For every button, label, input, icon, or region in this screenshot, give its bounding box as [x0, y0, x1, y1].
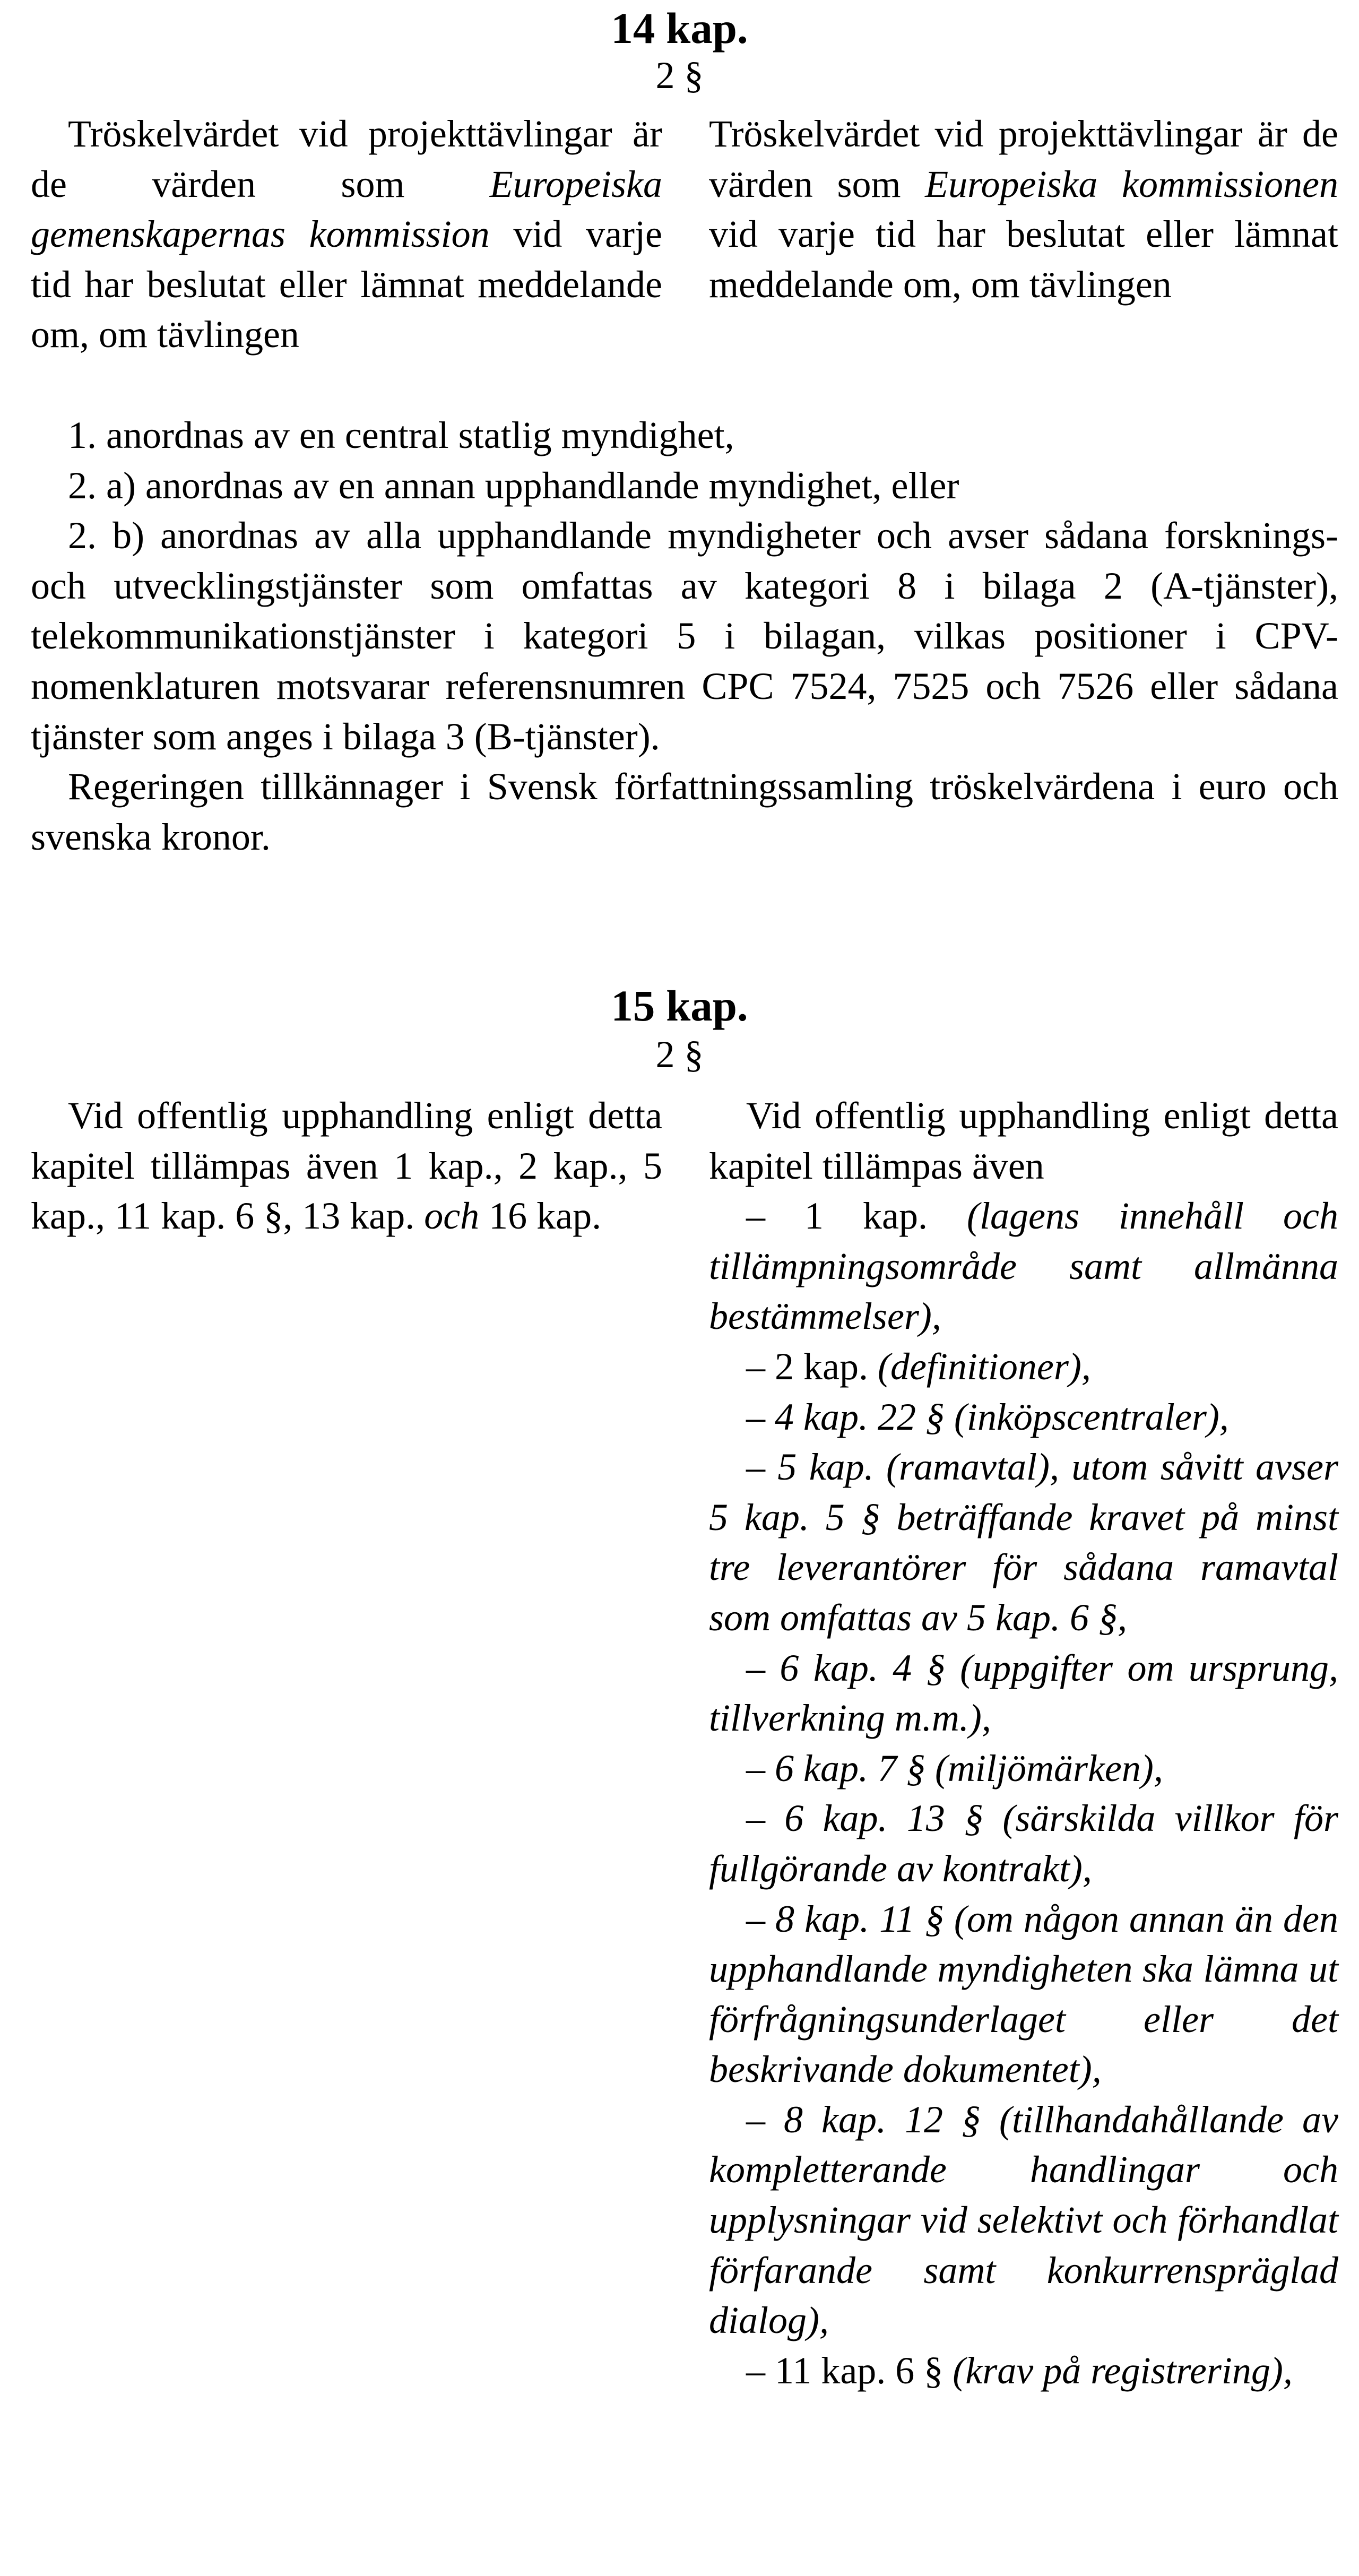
ch15-item-10-lead: – 11 kap. 6 § — [746, 2349, 953, 2392]
ch15-right-intro: Vid offentlig upphandling enligt detta kapitel tillämpas även — [709, 1094, 1338, 1187]
ch15-item-6-rest: – 6 kap. 7 § (miljömärken), — [746, 1747, 1163, 1790]
ch15-left-column — [31, 1091, 662, 1241]
ch14-right-column — [709, 109, 1338, 309]
ch15-item-10-rest: (krav på registrering), — [953, 2349, 1293, 2392]
chapter-14-heading: 14 kap. — [611, 4, 748, 53]
ch15-item-2-lead: – 2 kap. — [746, 1345, 878, 1388]
ch14-item-2b: 2. b) anordnas av alla upphandlande myndigheter och avser sådana forsknings- och utvecklingstjänster som omfattas av kategori 8 i bilaga 2 (A-tjänster), telekommunikationstjänster i kategori 5 i bilagan, vilkas positioner i CPV-nomenklaturen motsvarar referensnumren CPC 7524, 7525 och 7526 eller sådana tjänster som anges i bilaga 3 (B-tjänster). — [31, 514, 1338, 758]
ch15-right-item-8 — [709, 1894, 1338, 2095]
ch15-right-item-4 — [709, 1442, 1338, 1643]
ch14-left-text-italic: Europeiska gemenskapernas kommission — [31, 162, 662, 256]
ch15-right-column — [709, 1091, 1338, 2396]
ch15-right-item-6 — [709, 1743, 1338, 1794]
ch15-item-9-rest: – 8 kap. 12 § (tillhandahållande av kompletterande handlingar och upplysningar vid selektivt och förhandlat förfarande samt konkurrenspräglad dialog), — [709, 2098, 1338, 2342]
ch15-right-item-3 — [709, 1392, 1338, 1442]
chapter-15-heading: 15 kap. — [611, 981, 748, 1030]
ch14-right-text-c: vid varje tid har beslutat eller lämnat meddelande om, om tävlingen — [709, 213, 1338, 306]
ch14-item-2a: 2. a) anordnas av en annan upphandlande myndighet, eller — [68, 464, 959, 507]
ch15-right-item-10 — [709, 2346, 1338, 2396]
ch14-right-text-italic: Europeiska kommissionen — [925, 162, 1338, 205]
ch15-item-3-rest: – 4 kap. 22 § (inköpscentraler), — [746, 1395, 1229, 1438]
ch15-right-item-9 — [709, 2095, 1338, 2346]
ch14-right-text-a: Tröskelvärdet vid projekttävlingar är de värden som — [709, 113, 1338, 205]
ch14-left-column — [31, 109, 662, 360]
ch15-item-5-rest: – 6 kap. 4 § (uppgifter om ursprung, tillverkning m.m.), — [709, 1646, 1338, 1740]
ch15-item-7-rest: – 6 kap. 13 § (särskilda villkor för fullgörande av kontrakt), — [709, 1797, 1338, 1890]
ch14-common-text — [31, 410, 1338, 862]
ch14-left-text-c: vid varje tid har beslutat eller lämnat meddelande om, om tävlingen — [31, 213, 662, 356]
ch14-right-paragraph — [709, 109, 1338, 309]
ch15-left-text-c: 16 kap. — [479, 1195, 602, 1238]
ch14-left-paragraph — [31, 109, 662, 360]
ch15-left-paragraph — [31, 1091, 662, 1241]
chapter-15-section: 2 § — [655, 1033, 704, 1076]
ch14-closing-paragraph: Regeringen tillkännager i Svensk författningssamling tröskelvärdena i euro och svenska kronor. — [31, 765, 1338, 858]
ch15-left-text-italic: och — [424, 1195, 480, 1238]
ch15-right-item-1 — [709, 1191, 1338, 1342]
ch15-right-item-2 — [709, 1342, 1338, 1392]
chapter-14-section: 2 § — [655, 54, 704, 97]
ch15-item-1-lead: – 1 kap. — [746, 1195, 967, 1238]
ch15-right-item-5 — [709, 1643, 1338, 1743]
ch14-left-text-a: Tröskelvärdet vid projekttävlingar är de värden som — [31, 113, 662, 205]
ch15-item-2-rest: (definitioner), — [877, 1345, 1091, 1388]
ch15-left-text-a: Vid offentlig upphandling enligt detta kapitel tillämpas även 1 kap., 2 kap., 5 kap., 11 kap. 6 §, 13 kap. — [31, 1094, 662, 1238]
ch15-item-4-rest: – 5 kap. (ramavtal), utom såvitt avser 5 kap. 5 § beträffande kravet på minst tre leverantörer för sådana ramavtal som omfattas av 5 kap. 6 §, — [709, 1446, 1338, 1639]
ch15-item-8-rest: – 8 kap. 11 § (om någon annan än den upphandlande myndigheten ska lämna ut förfrågningsunderlaget eller det beskrivande dokumentet), — [709, 1897, 1338, 2091]
ch15-item-1-rest: (lagens innehåll och tillämpningsområde samt allmänna bestämmelser), — [709, 1195, 1338, 1338]
ch14-item-1: 1. anordnas av en central statlig myndighet, — [68, 414, 734, 456]
ch15-right-item-7 — [709, 1793, 1338, 1894]
